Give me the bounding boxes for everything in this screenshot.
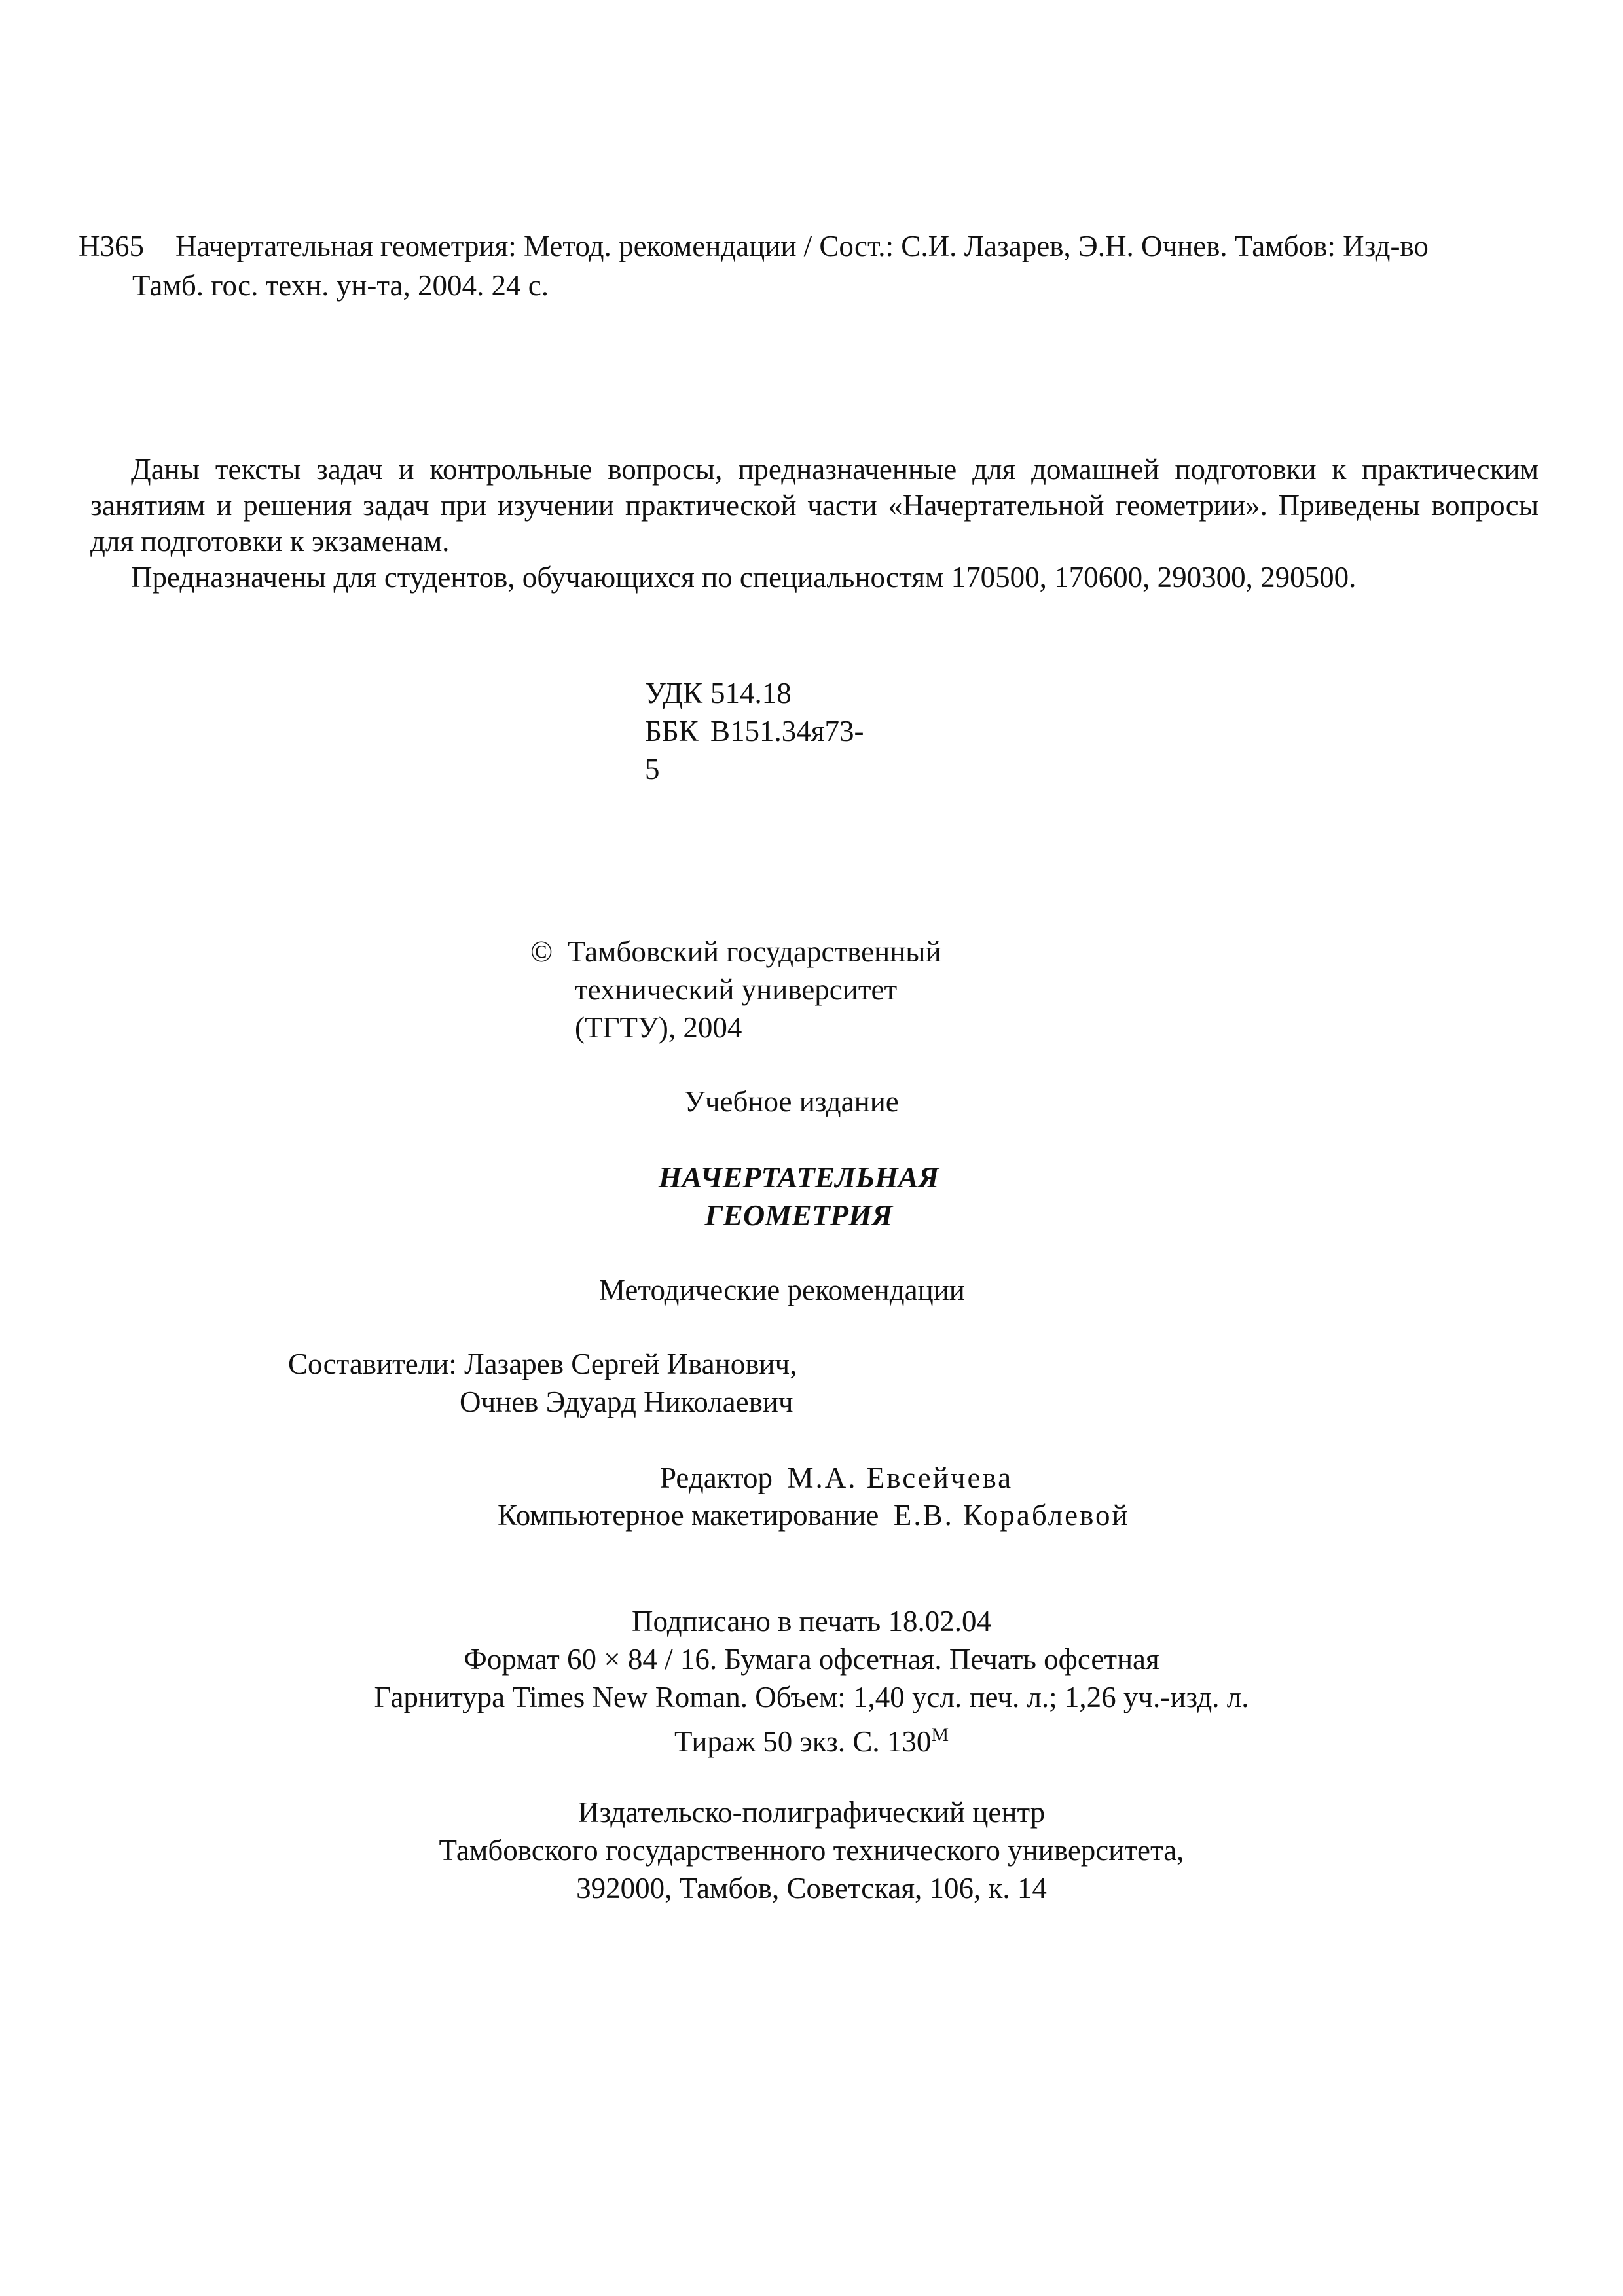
bbk-line — [645, 712, 864, 750]
compilers-label: Составители: — [288, 1348, 457, 1380]
udc-label: УДК — [645, 677, 703, 709]
bibliographic-line-2: Тамб. гос. техн. ун-та, 2004. 24 с. — [132, 269, 549, 302]
abstract-paragraph-2: Предназначены для студентов, обучающихся по специальностям 170500, 170600, 290300, 290500. — [131, 561, 1357, 594]
print-run-superscript: М — [931, 1724, 949, 1746]
editor-name: М.А. Евсейчева — [787, 1462, 1013, 1494]
compilers — [288, 1345, 797, 1421]
print-run-text: Тираж 50 экз. С. 130 — [674, 1725, 932, 1758]
title-line-1: НАЧЕРТАТЕЛЬНАЯ — [658, 1160, 939, 1194]
bbk-value: В151.34я73- — [710, 715, 864, 747]
abstract-paragraph-1: Даны тексты задач и контрольные вопросы, предназначенные для домашней подготовки к практическим занятиям и решения задач при изучении практической части «Начертательной геометрии». Приведены вопросы для подготовки к экзаменам. — [90, 453, 1539, 558]
layout-name: Е.В. Кораблевой — [893, 1499, 1130, 1532]
title-line-2: ГЕОМЕТРИЯ — [704, 1198, 893, 1232]
copyright-holder: Тамбовский государственный — [567, 935, 941, 968]
copyright-line-1 — [530, 933, 941, 971]
udc-line — [645, 674, 864, 712]
copyright-icon: © — [530, 935, 553, 968]
publisher-line-2: Тамбовского государственного технического университета, — [439, 1834, 1184, 1867]
copyright-line-2: технический университет — [575, 973, 898, 1006]
publication-subtitle: Методические рекомендации — [599, 1274, 965, 1306]
signed-for-print: Подписано в печать 18.02.04 — [632, 1605, 991, 1638]
compiler-1: Лазарев Сергей Иванович, — [464, 1348, 797, 1380]
format-paper: Формат 60 × 84 / 16. Бумага офсетная. Печать офсетная — [464, 1643, 1159, 1676]
classification-indexes — [645, 674, 864, 788]
udc-value: 514.18 — [710, 677, 792, 709]
copyright-line-3: (ТГТУ), 2004 — [575, 1011, 742, 1044]
publisher-line-1: Издательско-полиграфический центр — [577, 1796, 1046, 1829]
layout-credit — [498, 1497, 1130, 1534]
bbk-continuation: 5 — [645, 753, 660, 785]
publisher-info — [0, 1793, 1623, 1907]
bbk-label: ББК — [645, 715, 699, 747]
copyright-notice — [530, 933, 941, 1047]
publisher-address: 392000, Тамбов, Советская, 106, к. 14 — [576, 1872, 1047, 1905]
compiler-2: Очнев Эдуард Николаевич — [460, 1386, 793, 1418]
printing-details — [0, 1602, 1623, 1761]
editor-label: Редактор — [660, 1462, 773, 1494]
font-volume: Гарнитура Times New Roman. Объем: 1,40 усл. печ. л.; 1,26 уч.-изд. л. — [374, 1681, 1249, 1713]
print-run — [0, 1716, 1623, 1761]
edition-type: Учебное издание — [684, 1085, 899, 1118]
bibliographic-record — [79, 226, 1539, 305]
bibliographic-line-1 — [79, 226, 1539, 266]
compilers-line-1 — [288, 1345, 797, 1383]
catalog-code: Н365 — [79, 230, 144, 262]
layout-label: Компьютерное макетирование — [498, 1499, 879, 1532]
publication-title — [635, 1158, 962, 1234]
bibliographic-description: Начертательная геометрия: Метод. рекомендации / Сост.: С.И. Лазарев, Э.Н. Очнев. Тамбов: Изд-во — [175, 230, 1429, 262]
editor-credit — [660, 1460, 1013, 1496]
abstract — [90, 452, 1539, 596]
